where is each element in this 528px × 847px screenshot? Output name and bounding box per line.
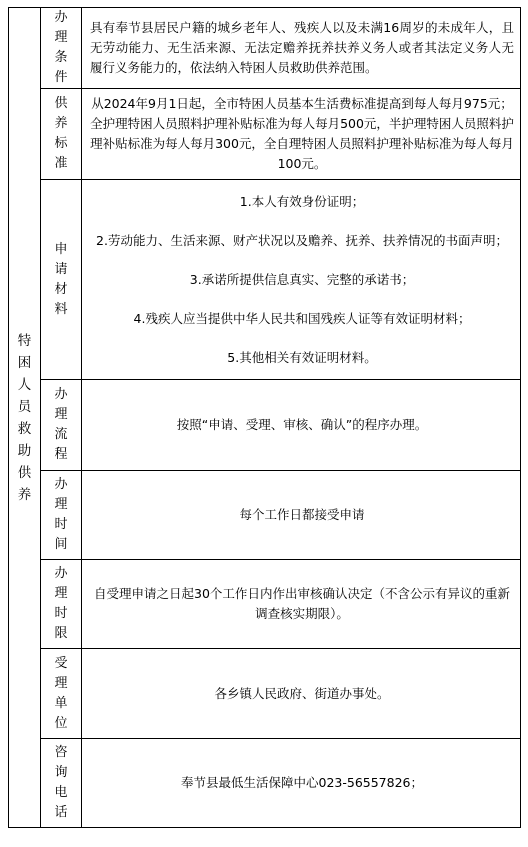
standard-content: 从2024年9月1日起，全市特困人员基本生活费标准提高到每人每月975元；全护理特困人员照料护理补贴标准为每人每月500元，半护理特困人员照料护理补贴标准为每人每月300元，全自理特困人员照料护理补贴标准为每人每月100元。 <box>82 89 521 180</box>
material-item: 5.其他相关有效证明材料。 <box>227 349 377 365</box>
phone-content: 奉节县最低生活保障中心023-56557826； <box>82 739 521 828</box>
label-char: 时 <box>54 517 68 532</box>
label-char: 理 <box>54 675 68 691</box>
time-limit-content: 自受理申请之日起30个工作日内作出审核确认决定（不含公示有异议的重新调查核实期限）。 <box>82 560 521 649</box>
label-char: 理 <box>54 497 68 512</box>
row-label-text <box>41 743 81 823</box>
row-label-materials <box>41 180 82 380</box>
label-char: 理 <box>54 407 68 422</box>
material-item: 3.承诺所提供信息真实、完整的承诺书； <box>189 271 415 287</box>
office-content: 各乡镇人民政府、街道办事处。 <box>82 649 521 739</box>
label-char: 单 <box>54 695 68 711</box>
label-char: 申 <box>54 241 68 257</box>
label-char: 位 <box>54 715 68 731</box>
label-char: 理 <box>54 586 68 601</box>
label-char: 员 <box>17 398 32 415</box>
material-item: 1.本人有效身份证明； <box>239 193 365 209</box>
label-char: 受 <box>54 655 68 671</box>
label-char: 助 <box>17 442 32 459</box>
label-char: 办 <box>54 566 68 581</box>
row-label-conditions <box>41 8 82 89</box>
label-char: 标 <box>54 136 68 151</box>
conditions-content: 具有奉节县居民户籍的城乡老年人、残疾人以及未满16周岁的未成年人，且无劳动能力、无生活来源、无法定赡养抚养扶养义务人或者其法定义务人无履行义务能力的，依法纳入特困人员救助供养范围。 <box>82 8 521 89</box>
row-label-text <box>41 240 81 320</box>
material-item: 2.劳动能力、生活来源、财产状况以及赡养、抚养、扶养情况的书面声明； <box>96 232 508 248</box>
materials-content <box>82 180 521 380</box>
label-char: 材 <box>54 281 68 297</box>
row-label-hours <box>41 471 82 560</box>
row-label-text <box>41 475 81 555</box>
label-char: 话 <box>54 805 68 820</box>
label-char: 间 <box>54 537 68 552</box>
category-cell <box>9 8 41 828</box>
row-label-text <box>41 8 81 88</box>
label-char: 人 <box>17 376 32 393</box>
hours-content: 每个工作日都接受申请 <box>82 471 521 560</box>
label-char: 请 <box>54 261 68 277</box>
label-char: 办 <box>54 10 68 25</box>
label-char: 时 <box>54 606 68 621</box>
row-label-phone <box>41 739 82 828</box>
label-char: 供 <box>54 96 68 111</box>
label-char: 困 <box>17 354 32 371</box>
label-char: 条 <box>54 50 68 65</box>
label-char: 养 <box>17 486 32 503</box>
row-label-time-limit <box>41 560 82 649</box>
material-item: 4.残疾人应当提供中华人民共和国残疾人证等有效证明材料； <box>133 310 471 326</box>
label-char: 理 <box>54 30 68 45</box>
row-label-text <box>41 654 81 734</box>
row-label-standard <box>41 89 82 180</box>
label-char: 料 <box>54 301 68 317</box>
row-label-process <box>41 380 82 471</box>
label-char: 程 <box>54 447 68 462</box>
category-label <box>9 330 40 506</box>
label-char: 限 <box>54 626 68 641</box>
label-char: 特 <box>17 332 32 349</box>
label-char: 供 <box>17 464 32 481</box>
label-char: 流 <box>54 427 68 442</box>
label-char: 件 <box>54 70 68 85</box>
label-char: 办 <box>54 477 68 492</box>
service-info-table <box>8 7 521 828</box>
row-label-text <box>41 94 81 174</box>
row-label-text <box>41 564 81 644</box>
label-char: 办 <box>54 387 68 402</box>
process-content: 按照“申请、受理、审核、确认”的程序办理。 <box>82 380 521 471</box>
row-label-text <box>41 385 81 465</box>
label-char: 救 <box>17 420 32 437</box>
row-label-office <box>41 649 82 739</box>
label-char: 电 <box>54 785 68 800</box>
label-char: 咨 <box>54 745 68 760</box>
label-char: 询 <box>54 765 68 780</box>
label-char: 养 <box>54 116 68 131</box>
label-char: 准 <box>54 156 68 171</box>
